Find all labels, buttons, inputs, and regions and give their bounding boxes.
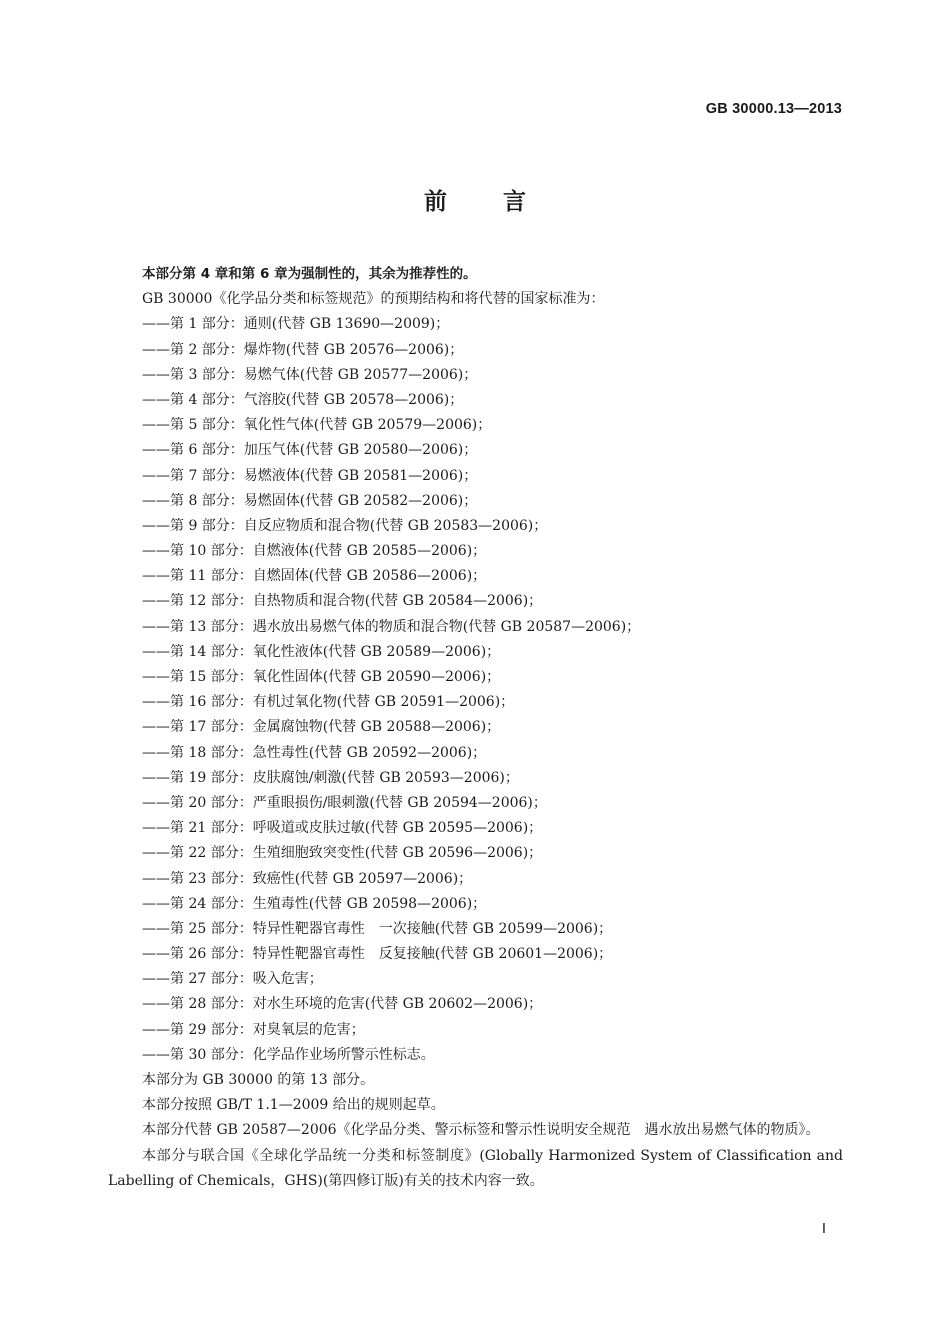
list-item: ——第 3 部分：易燃气体(代替 GB 20577—2006)； [142,366,478,383]
page-number: Ⅰ [821,1222,826,1237]
drafting-rules-statement: 本部分按照 GB/T 1.1—2009 给出的规则起草。 [142,1097,445,1114]
foreword-body [108,262,843,1194]
standard-code: GB 30000.13—2013 [705,101,842,117]
replaces-statement: 本部分代替 GB 20587—2006《化学品分类、警示标签和警示性说明安全规范 遇水放出易燃气体的物质》。 [142,1122,820,1139]
list-item: ——第 30 部分：化学品作业场所警示性标志。 [142,1046,435,1063]
list-item: ——第 24 部分：生殖毒性(代替 GB 20598—2006)； [142,895,487,912]
list-item: ——第 29 部分：对臭氧层的危害； [142,1021,365,1038]
page-title [0,183,950,216]
list-item: ——第 18 部分：急性毒性(代替 GB 20592—2006)； [142,744,487,761]
parts-list [108,312,843,1068]
list-item: ——第 14 部分：氧化性液体(代替 GB 20589—2006)； [142,643,501,660]
list-item: ——第 8 部分：易燃固体(代替 GB 20582—2006)； [142,492,478,509]
title-char-2: 言 [503,189,526,215]
list-item: ——第 16 部分：有机过氧化物(代替 GB 20591—2006)； [142,694,515,711]
list-item: ——第 21 部分：呼吸道或皮肤过敏(代替 GB 20595—2006)； [142,820,543,837]
structure-lead: GB 30000《化学品分类和标签规范》的预期结构和将代替的国家标准为： [142,291,605,308]
list-item: ——第 9 部分：自反应物质和混合物(代替 GB 20583—2006)； [142,517,548,534]
list-item: ——第 15 部分：氧化性固体(代替 GB 20590—2006)； [142,669,501,685]
list-item: ——第 2 部分：爆炸物(代替 GB 20576—2006)； [142,341,464,358]
list-item: ——第 6 部分：加压气体(代替 GB 20580—2006)； [142,442,478,459]
consistency-statement: 本部分与联合国《全球化学品统一分类和标签制度》(Globally Harmonized System of Classification and Labelling of Chemicals，GHS)(第四修订版)有关的技术内容一致。 [108,1147,843,1189]
list-item: ——第 19 部分：皮肤腐蚀/刺激(代替 GB 20593—2006)； [142,769,519,786]
list-item: ——第 7 部分：易燃液体(代替 GB 20581—2006)； [142,467,478,484]
mandatory-statement: 本部分第 4 章和第 6 章为强制性的，其余为推荐性的。 [142,266,477,282]
list-item: ——第 20 部分：严重眼损伤/眼刺激(代替 GB 20594—2006)； [142,794,547,811]
list-item: ——第 23 部分：致癌性(代替 GB 20597—2006)； [142,870,473,887]
list-item: ——第 17 部分：金属腐蚀物(代替 GB 20588—2006)； [142,719,501,736]
title-char-1: 前 [424,189,447,215]
list-item: ——第 28 部分：对水生环境的危害(代替 GB 20602—2006)； [142,996,543,1013]
list-item: ——第 27 部分：吸入危害； [142,971,323,988]
list-item: ——第 5 部分：氧化性气体(代替 GB 20579—2006)； [142,417,492,434]
list-item: ——第 13 部分：遇水放出易燃气体的物质和混合物(代替 GB 20587—2006)； [142,618,641,635]
list-item: ——第 1 部分：通则(代替 GB 13690—2009)； [142,316,450,333]
list-item: ——第 26 部分：特异性靶器官毒性 反复接触(代替 GB 20601—2006)； [142,946,613,963]
list-item: ——第 25 部分：特异性靶器官毒性 一次接触(代替 GB 20599—2006)； [142,920,613,937]
part-of-statement: 本部分为 GB 30000 的第 13 部分。 [142,1072,375,1088]
list-item: ——第 10 部分：自燃液体(代替 GB 20585—2006)； [142,543,487,560]
list-item: ——第 4 部分：气溶胶(代替 GB 20578—2006)； [142,391,464,408]
list-item: ——第 12 部分：自热物质和混合物(代替 GB 20584—2006)； [142,593,543,610]
list-item: ——第 22 部分：生殖细胞致突变性(代替 GB 20596—2006)； [142,845,543,862]
list-item: ——第 11 部分：自燃固体(代替 GB 20586—2006)； [142,568,487,585]
